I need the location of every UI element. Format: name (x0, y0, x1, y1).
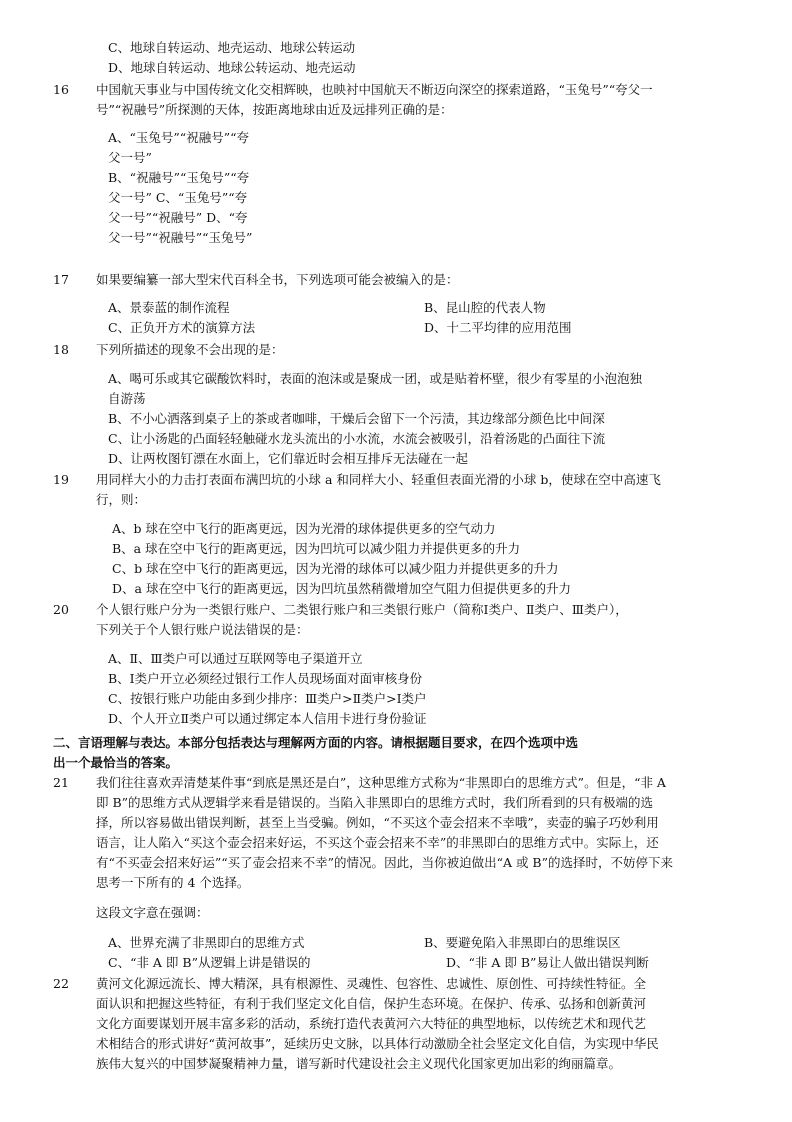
q17-number: 17 (53, 272, 69, 287)
q22-number: 22 (53, 976, 69, 991)
q19-number: 19 (53, 472, 69, 487)
q16-options-line3: B、“祝融号”“玉兔号”“夸 (108, 170, 250, 185)
q21-passage-line4: 语言，让人陷入“买这个壶会招来好运，不买这个壶会招来不幸”的非黑即白的思维方式中。实际上，还 (96, 835, 659, 850)
q22-passage-line2: 面认识和把握这些特征，有利于我们坚定文化自信，保护生态环境。在保护、传承、弘扬和创新黄河 (96, 996, 647, 1011)
q20-stem-line1: 个人银行账户分为一类银行账户、二类银行账户和三类银行账户（简称Ⅰ类户、Ⅱ类户、Ⅲ类户）， (96, 602, 628, 617)
q21-passage-line1: 我们往往喜欢弄清楚某件事“到底是黑还是白”，这种思维方式称为“非黑即白的思维方式”。但是，“非 A (96, 775, 666, 790)
q18-option-a-line2: 自游荡 (108, 391, 146, 406)
q20-option-a: A、Ⅱ、Ⅲ类户可以通过互联网等电子渠道开立 (108, 651, 363, 666)
q21-option-c: C、“非 A 即 B”从逻辑上讲是错误的 (108, 955, 311, 970)
q18-option-c: C、让小汤匙的凸面轻轻触碰水龙头流出的小水流，水流会被吸引，沿着汤匙的凸面往下流 (108, 431, 606, 446)
q22-passage-line5: 族伟大复兴的中国梦凝聚精神力量，谱写新时代建设社会主义现代化国家更加出彩的绚丽篇章。 (96, 1056, 622, 1071)
q16-options-line4: 父一号” C、“玉兔号”“夸 (108, 190, 248, 205)
q21-option-d: D、“非 A 即 B”易让人做出错误判断 (446, 955, 649, 970)
q18-stem: 下列所描述的现象不会出现的是： (96, 342, 284, 357)
q22-passage-line3: 文化方面要谋划开展丰富多彩的活动，系统打造代表黄河六大特征的典型地标，以传统艺术和现代艺 (96, 1016, 647, 1031)
q21-number: 21 (53, 775, 69, 790)
q22-passage-line1: 黄河文化源远流长、博大精深，具有根源性、灵魂性、包容性、忠诚性、原创性、可持续性特征。全 (96, 976, 647, 991)
q18-option-d: D、让两枚图钉漂在水面上，它们靠近时会相互排斥无法碰在一起 (108, 451, 469, 466)
q17-option-c: C、正负开方术的演算方法 (108, 320, 256, 335)
q19-stem-line2: 行，则： (96, 492, 147, 507)
q16-options-line1: A、“玉兔号”“祝融号”“夸 (108, 130, 249, 145)
q19-option-b: B、a 球在空中飞行的距离更远，因为凹坑可以减少阻力并提供更多的升力 (112, 541, 521, 556)
q16-number: 16 (53, 82, 69, 97)
q20-option-d: D、个人开立Ⅱ类户可以通过绑定本人信用卡进行身份验证 (108, 711, 427, 726)
q21-question: 这段文字意在强调： (96, 905, 209, 920)
section2-heading-line2: 出一个最恰当的答案。 (53, 755, 179, 770)
q16-options-line2: 父一号” (108, 150, 152, 165)
q17-option-d: D、十二平均律的应用范围 (424, 320, 572, 335)
q22-passage-line4: 术相结合的形式讲好“黄河故事”，延续历史文脉，以具体行动激励全社会坚定文化自信，为实现中华民 (96, 1036, 659, 1051)
q21-option-b: B、要避免陷入非黑即白的思维误区 (424, 935, 621, 950)
q21-passage-line3: 择，所以容易做出错误判断，甚至上当受骗。例如，“不买这个壶会招来不幸哦”，卖壶的骗子巧妙利用 (96, 815, 659, 830)
q20-option-b: B、Ⅰ类户开立必须经过银行工作人员现场面对面审核身份 (108, 671, 423, 686)
q19-option-d: D、a 球在空中飞行的距离更远，因为凹坑虽然稍微增加空气阻力但提供更多的升力 (112, 581, 571, 596)
q16-stem-line1: 中国航天事业与中国传统文化交相辉映，也映衬中国航天不断迈向深空的探索道路，“玉兔号”“夸父一 (96, 82, 653, 97)
q20-number: 20 (53, 602, 69, 617)
section2-heading-line1: 二、言语理解与表达。本部分包括表达与理解两方面的内容。请根据题目要求，在四个选项中选 (53, 735, 579, 750)
q18-option-a-line1: A、喝可乐或其它碳酸饮料时，表面的泡沫或是聚成一团，或是贴着杯壁，很少有零星的小泡泡独 (108, 371, 643, 386)
q20-option-c: C、按银行账户功能由多到少排序：Ⅲ类户>Ⅱ类户>Ⅰ类户 (108, 691, 427, 706)
q19-option-a: A、b 球在空中飞行的距离更远，因为光滑的球体提供更多的空气动力 (112, 521, 496, 536)
q15-option-d: D、地球自转运动、地球公转运动、地壳运动 (108, 60, 356, 75)
q21-passage-line6: 思考一下所有的 4 个选择。 (96, 875, 250, 890)
q19-option-c: C、b 球在空中飞行的距离更远，因为光滑的球体可以减少阻力并提供更多的升力 (112, 561, 559, 576)
q17-option-b: B、昆山腔的代表人物 (424, 300, 546, 315)
q21-passage-line2: 即 B”的思维方式从逻辑学来看是错误的。当陷入非黑即白的思维方式时，我们所看到的只有极端的选 (96, 795, 654, 810)
q15-option-c: C、地球自转运动、地壳运动、地球公转运动 (108, 40, 356, 55)
q16-stem-line2: 号”“祝融号”所探测的天体，按距离地球由近及远排列正确的是： (96, 102, 453, 117)
q18-option-b: B、不小心洒落到桌子上的茶或者咖啡，干燥后会留下一个污渍，其边缘部分颜色比中间深 (108, 411, 605, 426)
q19-stem-line1: 用同样大小的力击打表面布满凹坑的小球 a 和同样大小、轻重但表面光滑的小球 b，使球在空中高速飞 (96, 472, 661, 487)
q21-option-a: A、世界充满了非黑即白的思维方式 (108, 935, 305, 950)
q21-passage-line5: 有“不买壶会招来好运”“买了壶会招来不幸”的情况。因此，当你被迫做出“A 或 B”的选择时，不妨停下来 (96, 855, 674, 870)
q16-options-line6: 父一号”“祝融号”“玉兔号” (108, 230, 253, 245)
q18-number: 18 (53, 342, 69, 357)
q17-stem: 如果要编纂一部大型宋代百科全书，下列选项可能会被编入的是： (96, 272, 459, 287)
q16-options-line5: 父一号”“祝融号” D、“夸 (108, 210, 248, 225)
q17-option-a: A、景泰蓝的制作流程 (108, 300, 230, 315)
q20-stem-line2: 下列关于个人银行账户说法错误的是： (96, 622, 309, 637)
